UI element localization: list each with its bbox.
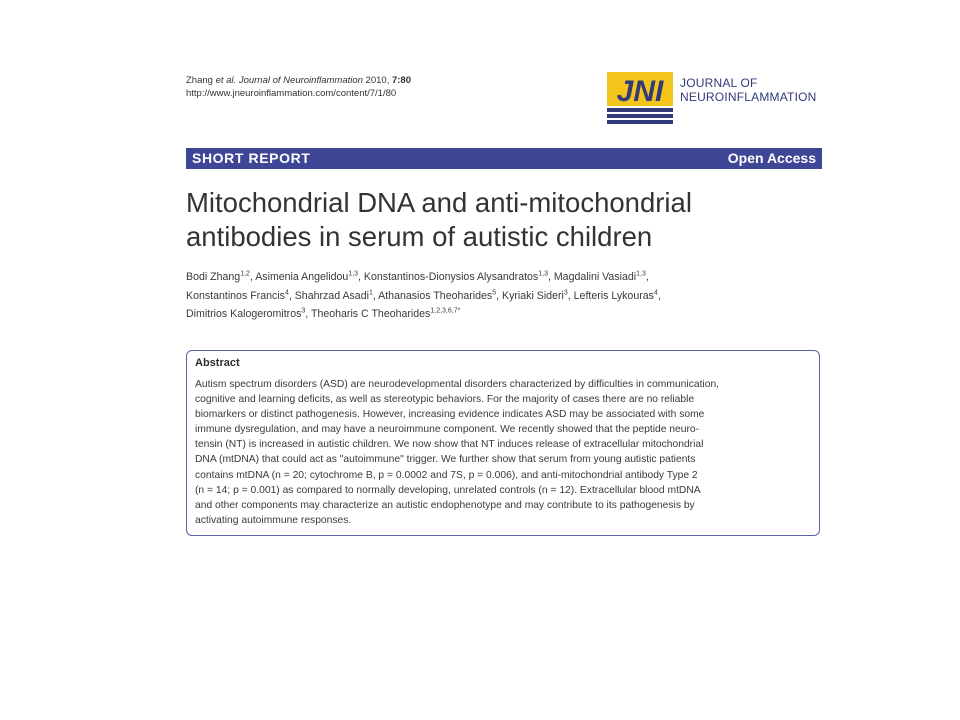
author-name: Shahrzad Asadi [294,289,369,302]
citation-year: 2010, [362,75,392,86]
author-separator: , [496,289,503,302]
abstract-text [195,377,811,528]
author-separator: , [288,289,295,302]
author-name: Konstantinos Francis [186,289,285,302]
author-affiliation: 3 [563,288,568,296]
author-name: Bodi Zhang [186,271,241,283]
author-affiliation: 4 [284,288,289,296]
journal-logo [607,72,827,126]
author-line [186,305,826,324]
open-access-label: Open Access [727,150,816,166]
author-name: Lefteris Lykouras [573,289,654,302]
author-separator: , [305,308,311,320]
abstract-line: and other components may characterize an autistic endophenotype and may contribute to its pathogenesis by [195,499,695,511]
author-affiliation: 1,3 [636,270,646,278]
author-line [186,268,826,287]
abstract-line: tensin (NT) is increased in autistic children. We now show that NT induces release of extracellular mitochondrial [195,439,704,451]
citation [186,74,411,100]
author-name: Asimenia Angelidou [255,271,349,283]
author-list [186,268,826,324]
author-affiliation: 1,2 [240,270,250,278]
author-name: Theoharis C Theoharides [311,308,431,320]
abstract-heading: Abstract [195,357,240,369]
author-affiliation: 1,3 [538,270,548,278]
citation-url[interactable]: http://www.jneuroinflammation.com/content/7/1/80 [186,88,397,99]
author-affiliation: 3 [301,307,306,315]
author-affiliation: 1,3 [348,270,359,278]
author-separator: , [657,289,661,302]
citation-journal: Journal of Neuroinflammation [236,75,363,86]
citation-line-1 [186,74,411,87]
abstract-line: Autism spectrum disorders (ASD) are neurodevelopmental disorders characterized by difficulties in communication, [195,379,720,390]
author-separator: , [547,271,554,283]
author-affiliation: 1 [368,288,373,296]
citation-authors: Zhang [186,75,216,86]
citation-etal: et al. [215,75,237,86]
abstract-line: (n = 14; p = 0.001) as compared to normally developing, unrelated controls (n = 12). Extracellular blood mtDNA [195,484,701,496]
author-name: Magdalini Vasiadi [553,271,637,283]
article-type-label: SHORT REPORT [192,150,311,166]
author-affiliation: 1,2,3,6,7* [430,307,461,315]
article-header-bar [186,148,822,169]
abstract-box [186,350,820,536]
citation-volume: 7:80 [391,75,411,86]
author-affiliation: 5 [492,288,497,296]
author-separator: , [645,271,649,283]
author-name: Konstantinos-Dionysios Alysandratos [363,271,539,283]
abstract-line: cognitive and learning deficits, as well as stereotypic behaviors. For the majority of cases there are no reliable [195,394,695,406]
author-name: Athanasios Theoharides [378,289,493,302]
jni-logo-icon [607,72,673,124]
author-affiliation: 4 [653,288,658,296]
author-separator: , [372,289,379,302]
abstract-line: immune dysregulation, and may have a neuroimmune component. We recently showed that the peptide neuro- [195,424,700,436]
abstract-line: biomarkers or distinct pathogenesis. However, increasing evidence indicates ASD may be associated with some [195,409,705,421]
title-line-1: Mitochondrial DNA and anti-mitochondrial [186,187,692,218]
author-name: Dimitrios Kalogeromitros [186,308,302,320]
journal-name-line-1: JOURNAL OF [680,76,758,90]
author-separator: , [567,289,574,302]
logo-letters: JNI [616,75,664,108]
author-name: Kyriaki Sideri [502,289,564,302]
abstract-line: contains mtDNA (n = 20; cytochrome B, p = 0.0002 and 7S, p = 0.006), and anti-mitochondrial antibody Type 2 [195,469,698,481]
author-separator: , [358,271,364,283]
journal-name [680,76,817,104]
title-line-2: antibodies in serum of autistic children [186,221,653,252]
author-line [186,287,826,306]
author-separator: , [249,271,256,283]
article-title [186,186,806,254]
abstract-line: activating autoimmune responses. [195,514,352,526]
abstract-line: DNA (mtDNA) that could act as "autoimmune" trigger. We further show that serum from young autistic patients [195,454,696,466]
journal-name-line-2: NEUROINFLAMMATION [680,90,817,104]
